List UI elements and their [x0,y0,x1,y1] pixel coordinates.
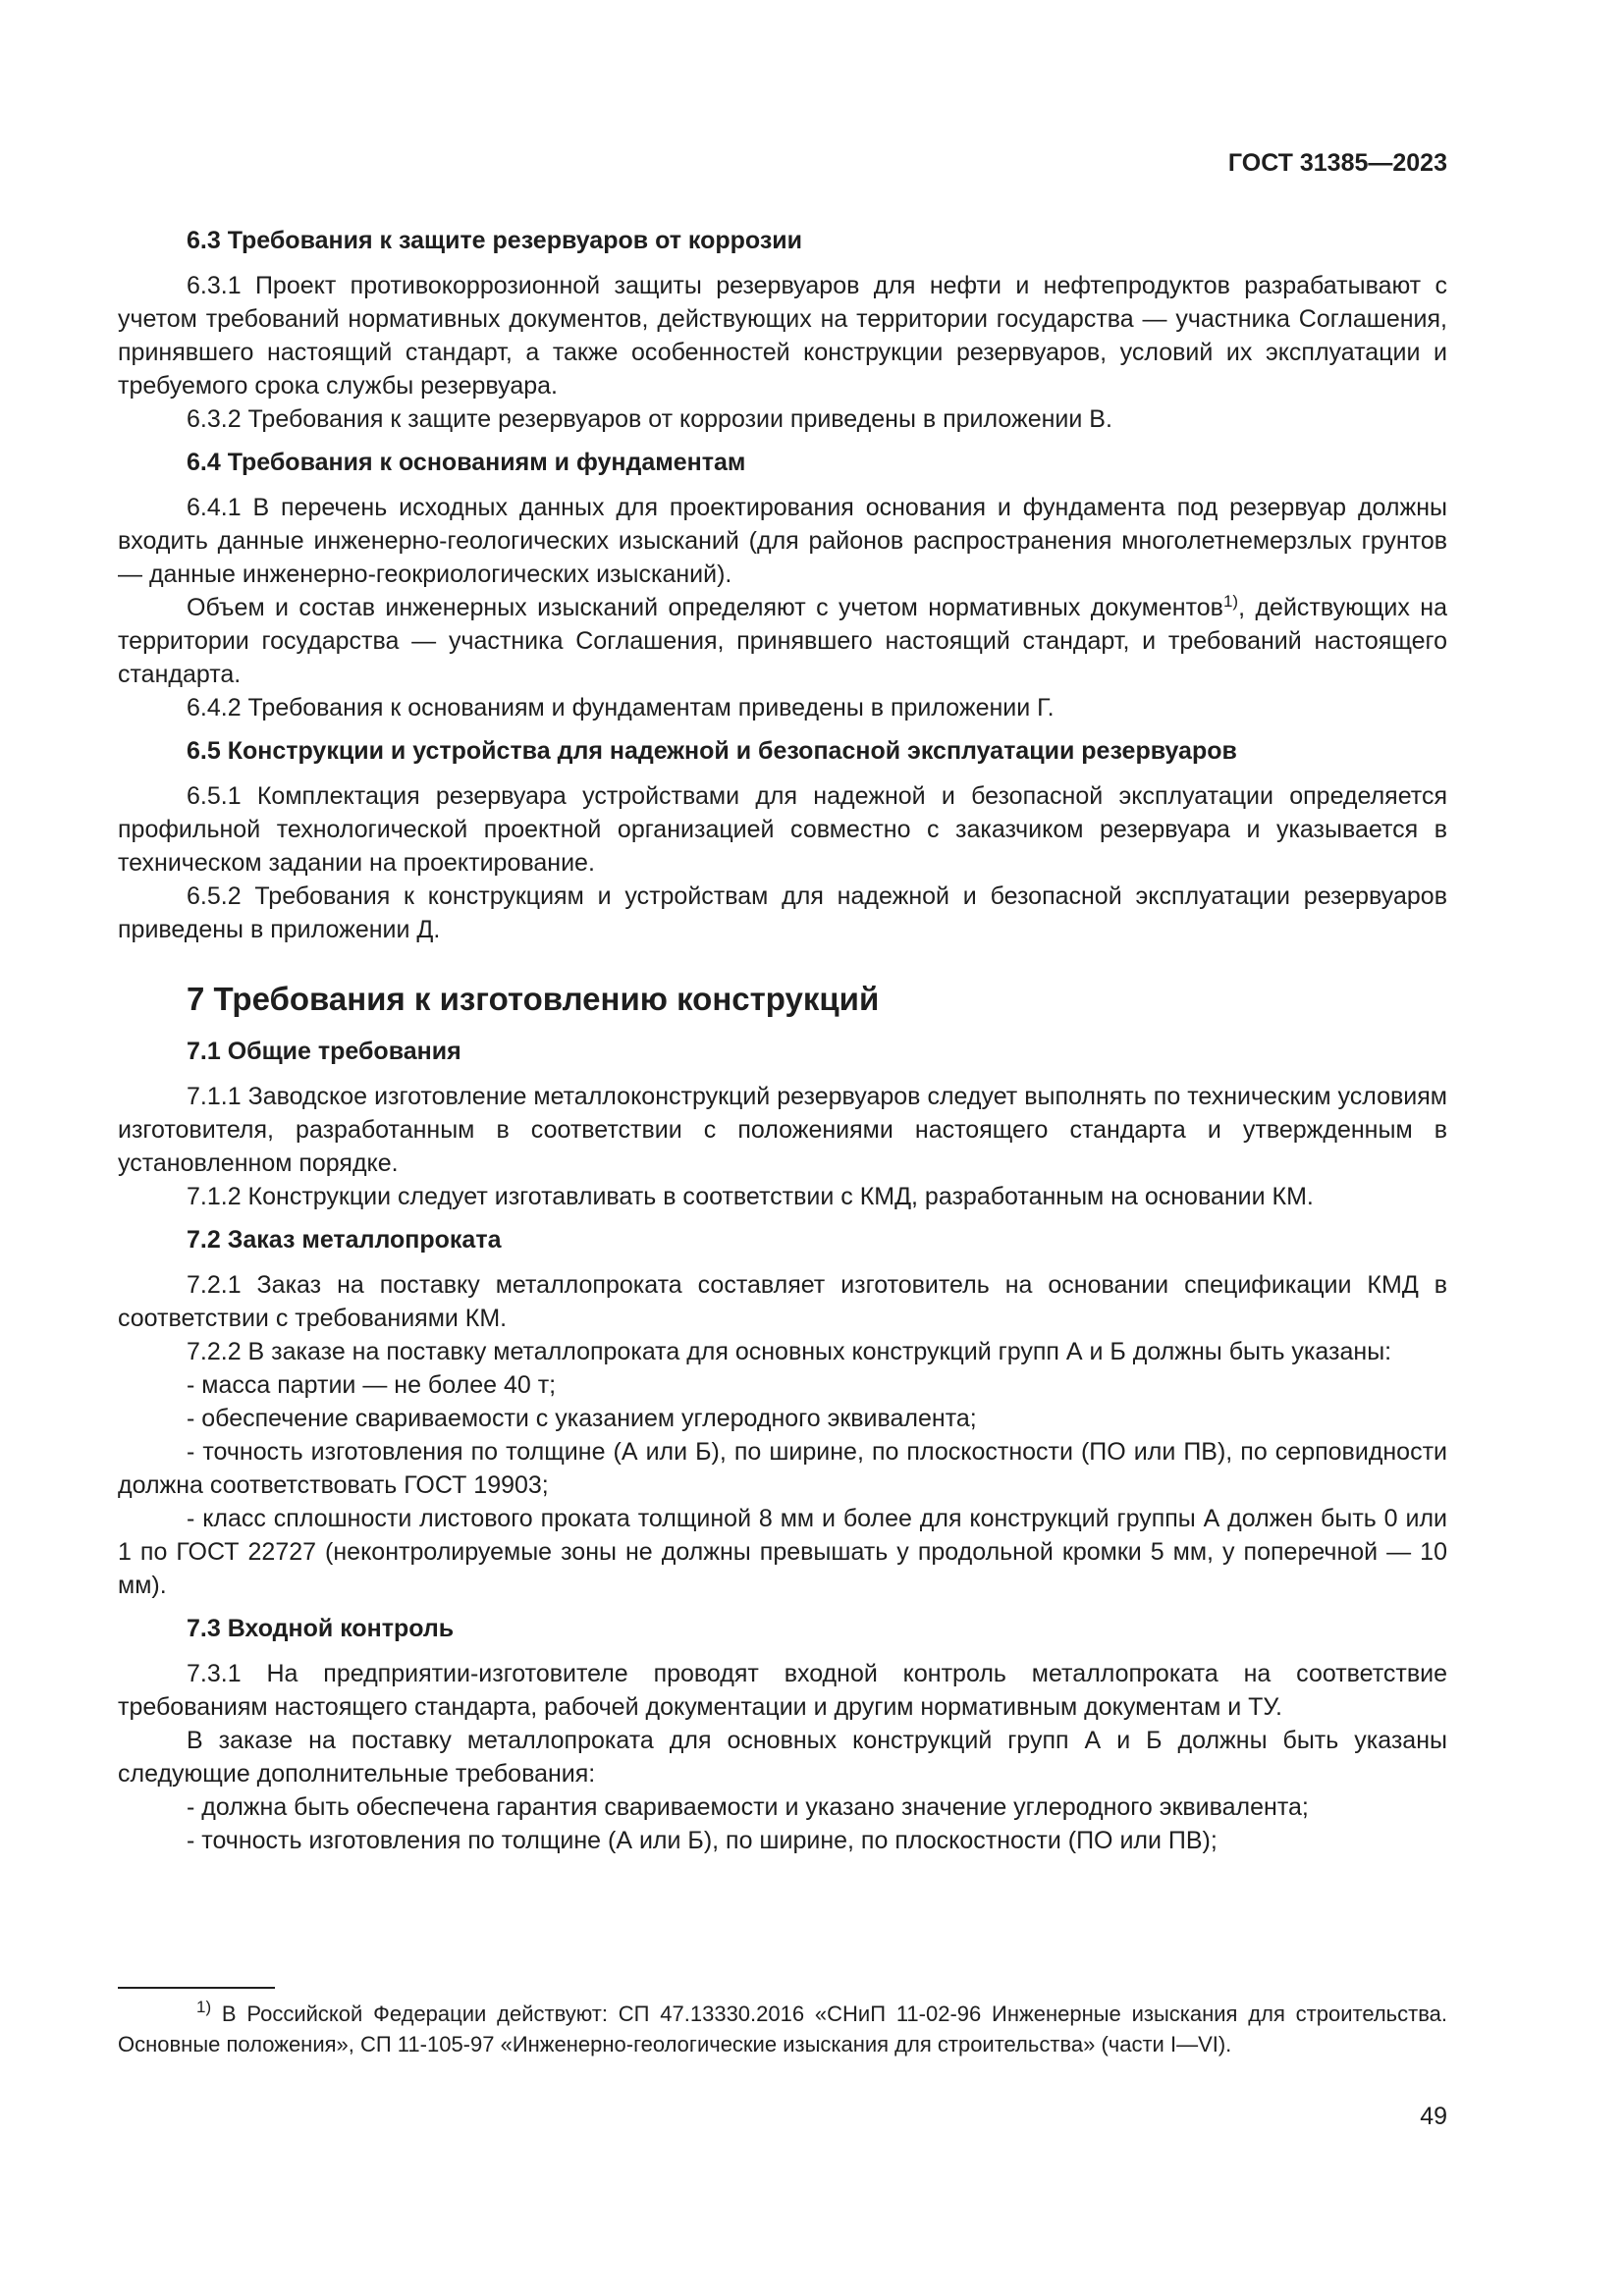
section-6-4-heading: 6.4 Требования к основаниям и фундаментам [187,449,746,476]
paragraph-6-3-2: 6.3.2 Требования к защите резервуаров от коррозии приведены в приложении В. [187,405,1112,433]
paragraph-6-4-1: 6.4.1 В перечень исходных данных для проектирования основания и фундамента под резервуар должны входить данные инженерно-геологических изысканий (для районов распространения многолетнемерзлых грунтов — данные инженерно-геокриологических изысканий). [118,494,1447,588]
section-7-2-heading: 7.2 Заказ металлопроката [187,1226,502,1254]
section-6-3-heading: 6.3 Требования к защите резервуаров от коррозии [187,227,803,254]
list-item: - масса партии — не более 40 т; [187,1371,557,1399]
paragraph-text: Объем и состав инженерных изысканий определяют с учетом нормативных документов [187,594,1223,621]
footnote-divider [118,1987,275,1989]
paragraph-7-3-1: 7.3.1 На предприятии-изготовителе проводят входной контроль металлопроката на соответствие требованиям настоящего стандарта, рабочей документации и другим нормативным документам и ТУ. [118,1660,1447,1721]
section-7-3-heading: 7.3 Входной контроль [187,1615,455,1642]
paragraph-6-5-1: 6.5.1 Комплектация резервуара устройствами для надежной и безопасной эксплуатации определяется профильной технологической проектной организацией совместно с заказчиком резервуара и указывается в техническом задании на проектирование. [118,782,1447,877]
page-number: 49 [1420,2103,1447,2130]
document-body [118,224,1447,1857]
footnote [118,1999,1447,2059]
paragraph-7-2-1: 7.2.1 Заказ на поставку металлопроката составляет изготовитель на основании спецификации КМД в соответствии с требованиями КМ. [118,1271,1447,1332]
standard-code: ГОСТ 31385—2023 [1227,149,1447,177]
paragraph-7-3-1-cont: В заказе на поставку металлопроката для основных конструкций групп А и Б должны быть указаны следующие дополнительные требования: [118,1727,1447,1788]
paragraph-6-5-2: 6.5.2 Требования к конструкциям и устройствам для надежной и безопасной эксплуатации резервуаров приведены в приложении Д. [118,882,1447,943]
paragraph-7-1-1: 7.1.1 Заводское изготовление металлоконструкций резервуаров следует выполнять по техническим условиям изготовителя, разработанным в соответствии с положениями настоящего стандарта и утвержденным в установленном порядке. [118,1083,1447,1177]
section-6-5-heading: 6.5 Конструкции и устройства для надежной и безопасной эксплуатации резервуаров [187,737,1237,765]
paragraph-text: , действующих на территории государства — участника Соглашения, принявшего настоящий стандарт, и требований настоящего стандарта. [118,594,1447,688]
paragraph-7-2-2: 7.2.2 В заказе на поставку металлопроката для основных конструкций групп А и Б должны быть указаны: [187,1338,1392,1365]
document-page [118,0,1447,2296]
list-item: - класс сплошности листового проката толщиной 8 мм и более для конструкций группы А должен быть 0 или 1 по ГОСТ 22727 (неконтролируемые зоны не должны превышать у продольной кромки 5 мм, у поперечной — 10 мм). [118,1505,1447,1599]
footnote-mark: 1) [196,1998,212,2016]
paragraph-6-4-2: 6.4.2 Требования к основаниям и фундаментам приведены в приложении Г. [187,694,1055,721]
section-7-heading: 7 Требования к изготовлению конструкций [187,981,880,1017]
list-item: - точность изготовления по толщине (А или Б), по ширине, по плоскостности (ПО или ПВ); [187,1827,1218,1854]
footnote-ref: 1) [1222,592,1239,611]
list-item: - должна быть обеспечена гарантия свариваемости и указано значение углеродного эквивалента; [187,1793,1309,1821]
section-7-1-heading: 7.1 Общие требования [187,1038,461,1065]
list-item: - точность изготовления по толщине (А или Б), по ширине, по плоскостности (ПО или ПВ), по серповидности должна соответствовать ГОСТ 19903; [118,1438,1447,1499]
footnote-text: В Российской Федерации действуют: СП 47.13330.2016 «СНиП 11-02-96 Инженерные изыскания для строительства. Основные положения», СП 11-105-97 «Инженерно-геологические изыскания для строительства» (части I—VI). [118,2002,1447,2056]
paragraph-7-1-2: 7.1.2 Конструкции следует изготавливать в соответствии с КМД, разработанным на основании КМ. [187,1183,1314,1210]
paragraph-6-3-1: 6.3.1 Проект противокоррозионной защиты резервуаров для нефти и нефтепродуктов разрабатывают с учетом требований нормативных документов, действующих на территории государства — участника Соглашения, принявшего настоящий стандарт, а также особенностей конструкции резервуаров, условий их эксплуатации и требуемого срока службы резервуара. [118,272,1447,400]
paragraph-6-4-1-cont [118,591,1447,691]
list-item: - обеспечение свариваемости с указанием углеродного эквивалента; [187,1405,977,1432]
